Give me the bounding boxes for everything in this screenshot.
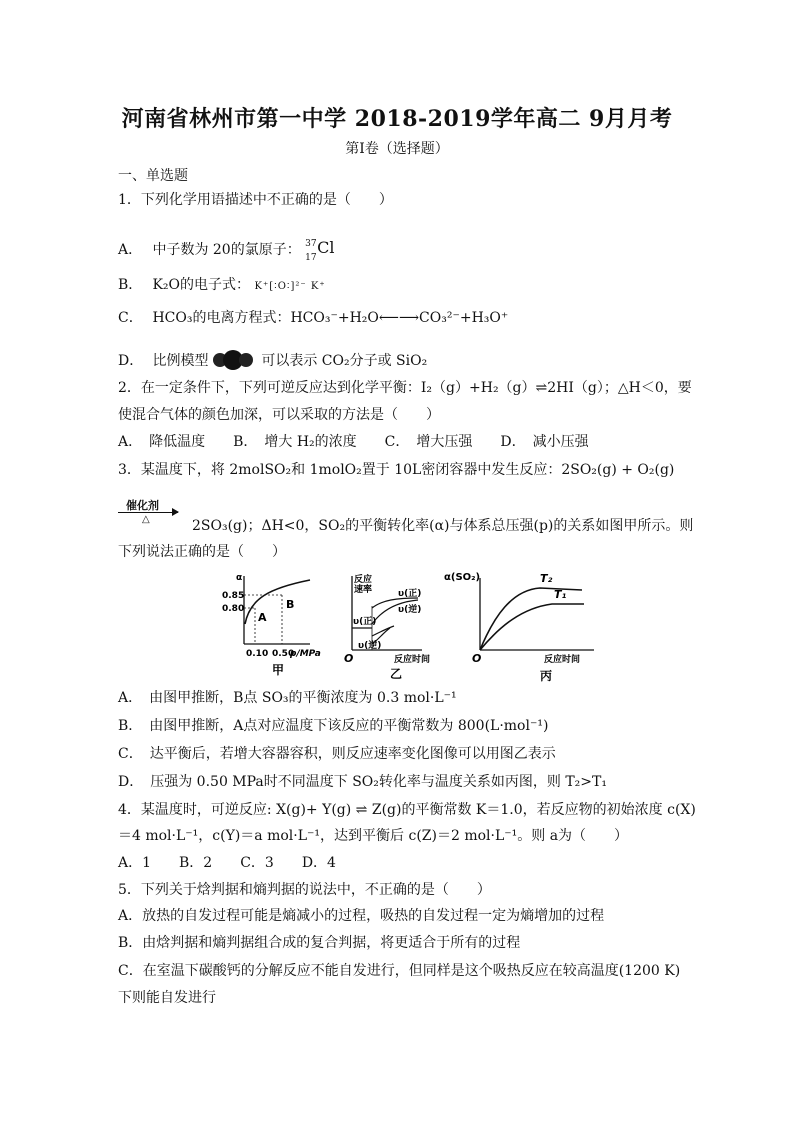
jia-x-tick-1: 0.10: [246, 649, 269, 659]
q2-stem-line2: 使混合气体的颜色加深，可以采取的方法是（ ）: [118, 407, 440, 423]
q1-d-text-post: 可以表示 CO₂分子或 SiO₂: [261, 353, 428, 369]
bing-t2-label: T₂: [540, 572, 553, 585]
bing-y-label: α(SO₂): [444, 572, 481, 583]
q1-c-text: HCO₃的电离方程式：HCO₃⁻+H₂O⟵⟶CO₃²⁻+H₃O⁺: [152, 310, 509, 326]
section-heading: 一、单选题: [118, 168, 188, 184]
q1-a-text: 中子数为 20的氯原子：: [152, 242, 301, 258]
q5-option-c-line1: C．在室温下碳酸钙的分解反应不能自发进行，但同样是这个吸热反应在较高温度(1200 K): [118, 963, 681, 979]
yi-x-label: 反应时间: [394, 655, 431, 665]
heat-label: △: [142, 514, 150, 525]
k2o-electron-formula: K⁺[∶O∶]²⁻ K⁺: [254, 281, 326, 292]
isotope-mass-number: 37: [305, 239, 317, 249]
jia-point-b: B: [286, 598, 295, 611]
bing-caption: 丙: [540, 669, 553, 683]
q3-stem-line2: 2SO₃(g)；ΔH<0，SO₂的平衡转化率(α)与体系总压强(p)的关系如图甲所示。则: [192, 518, 694, 534]
yi-y-label-2: 速率: [354, 585, 373, 595]
q5-option-a: A．放热的自发过程可能是熵减小的过程，吸热的自发过程一定为熵增加的过程: [118, 908, 605, 924]
jia-y-label: α: [236, 573, 243, 583]
isotope-atomic-number: 17: [305, 253, 317, 263]
jia-point-a: A: [258, 611, 267, 624]
jia-x-tick-2: 0.50: [272, 649, 295, 659]
q5-stem: 5．下列关于焓判据和熵判据的说法中，不正确的是（ ）: [118, 882, 491, 898]
q4-options: A．1 B．2 C．3 D．4: [118, 855, 336, 871]
jia-y-tick-high: 0.85: [222, 591, 245, 601]
space-filling-model-icon: [213, 350, 257, 368]
q2-options: A． 降低温度 B． 增大 H₂的浓度 C． 增大压强 D． 减小压强: [118, 434, 589, 450]
q5-option-c-line2: 下则能自发进行: [118, 990, 216, 1006]
figure-yi: [344, 573, 430, 681]
q1-a-label: A．: [118, 242, 143, 258]
bing-x-label: 反应时间: [544, 655, 581, 665]
q1-b-text: K₂O的电子式：: [152, 277, 251, 293]
q1-option-b: [118, 275, 326, 297]
q1-d-label: D．: [118, 353, 144, 369]
figure-bing: [444, 572, 594, 683]
q3-stem-line1: 3．某温度下，将 2molSO₂和 1molO₂置于 10L密闭容器中发生反应：2SO₂(g) + O₂(g): [118, 462, 675, 478]
q5-option-b: B．由焓判据和熵判据组合成的复合判据，将更适合于所有的过程: [118, 935, 521, 951]
bing-t1-label: T₁: [554, 588, 567, 601]
jia-caption: 甲: [272, 663, 285, 677]
page-title: 河南省林州市第一中学 2018-2019学年高二 9月月考: [121, 106, 673, 132]
yi-v-zheng-lower: υ(正): [353, 617, 377, 627]
catalyst-label: 催化剂: [126, 499, 159, 512]
yi-v-zheng-upper: υ(正): [398, 589, 422, 599]
q4-stem-line2: ＝4 mol·L⁻¹，c(Y)＝a mol·L⁻¹，达到平衡后 c(Z)＝2 mol·L⁻¹。则 a为（ ）: [118, 828, 629, 844]
q1-b-label: B．: [118, 277, 143, 293]
q1-option-a: [118, 236, 341, 262]
q3-option-a: A． 由图甲推断，B点 SO₃的平衡浓度为 0.3 mol·L⁻¹: [118, 690, 457, 706]
q1-option-c: [118, 308, 508, 328]
yi-v-ni-lower: υ(逆): [358, 641, 382, 651]
bing-origin: O: [472, 652, 482, 665]
yi-origin: O: [344, 652, 354, 665]
yi-v-ni-upper: υ(逆): [398, 605, 422, 615]
yi-caption: 乙: [390, 667, 403, 681]
q3-option-b: B． 由图甲推断，A点对应温度下该反应的平衡常数为 800(L·mol⁻¹): [118, 718, 549, 734]
q1-d-text-pre: 比例模型: [152, 353, 209, 369]
q2-stem-line1: 2．在一定条件下，下列可逆反应达到化学平衡：I₂（g）+H₂（g）⇌2HI（g）；△H＜0，要: [118, 380, 692, 396]
q4-stem-line1: 4．某温度时，可逆反应: X(g)+ Y(g) ⇌ Z(g)的平衡常数 K＝1.0，若反应物的初始浓度 c(X): [118, 802, 696, 818]
q3-option-c: C． 达平衡后，若增大容器容积，则反应速率变化图像可以用图乙表示: [118, 746, 556, 762]
jia-x-unit: p/MPa: [290, 649, 321, 659]
q1-option-d: [118, 350, 427, 371]
figure-jia: [222, 573, 321, 677]
q1-c-label: C．: [118, 310, 143, 326]
catalyst-arrow: [118, 497, 180, 527]
isotope-element: Cl: [317, 238, 335, 257]
q1-stem: 1．下列化学用语描述中不正确的是（ ）: [118, 192, 393, 208]
chlorine-isotope-symbol: [305, 236, 341, 262]
q3-option-d: D． 压强为 0.50 MPa时不同温度下 SO₂转化率与温度关系如丙图，则 T₂>T₁: [118, 774, 607, 790]
q3-figures: [222, 566, 602, 686]
jia-y-tick-low: 0.80: [222, 604, 245, 614]
page-subtitle: 第Ⅰ卷（选择题）: [345, 141, 449, 157]
q3-stem-line3: 下列说法正确的是（ ）: [118, 544, 286, 560]
yi-y-label-1: 反应: [354, 575, 373, 585]
